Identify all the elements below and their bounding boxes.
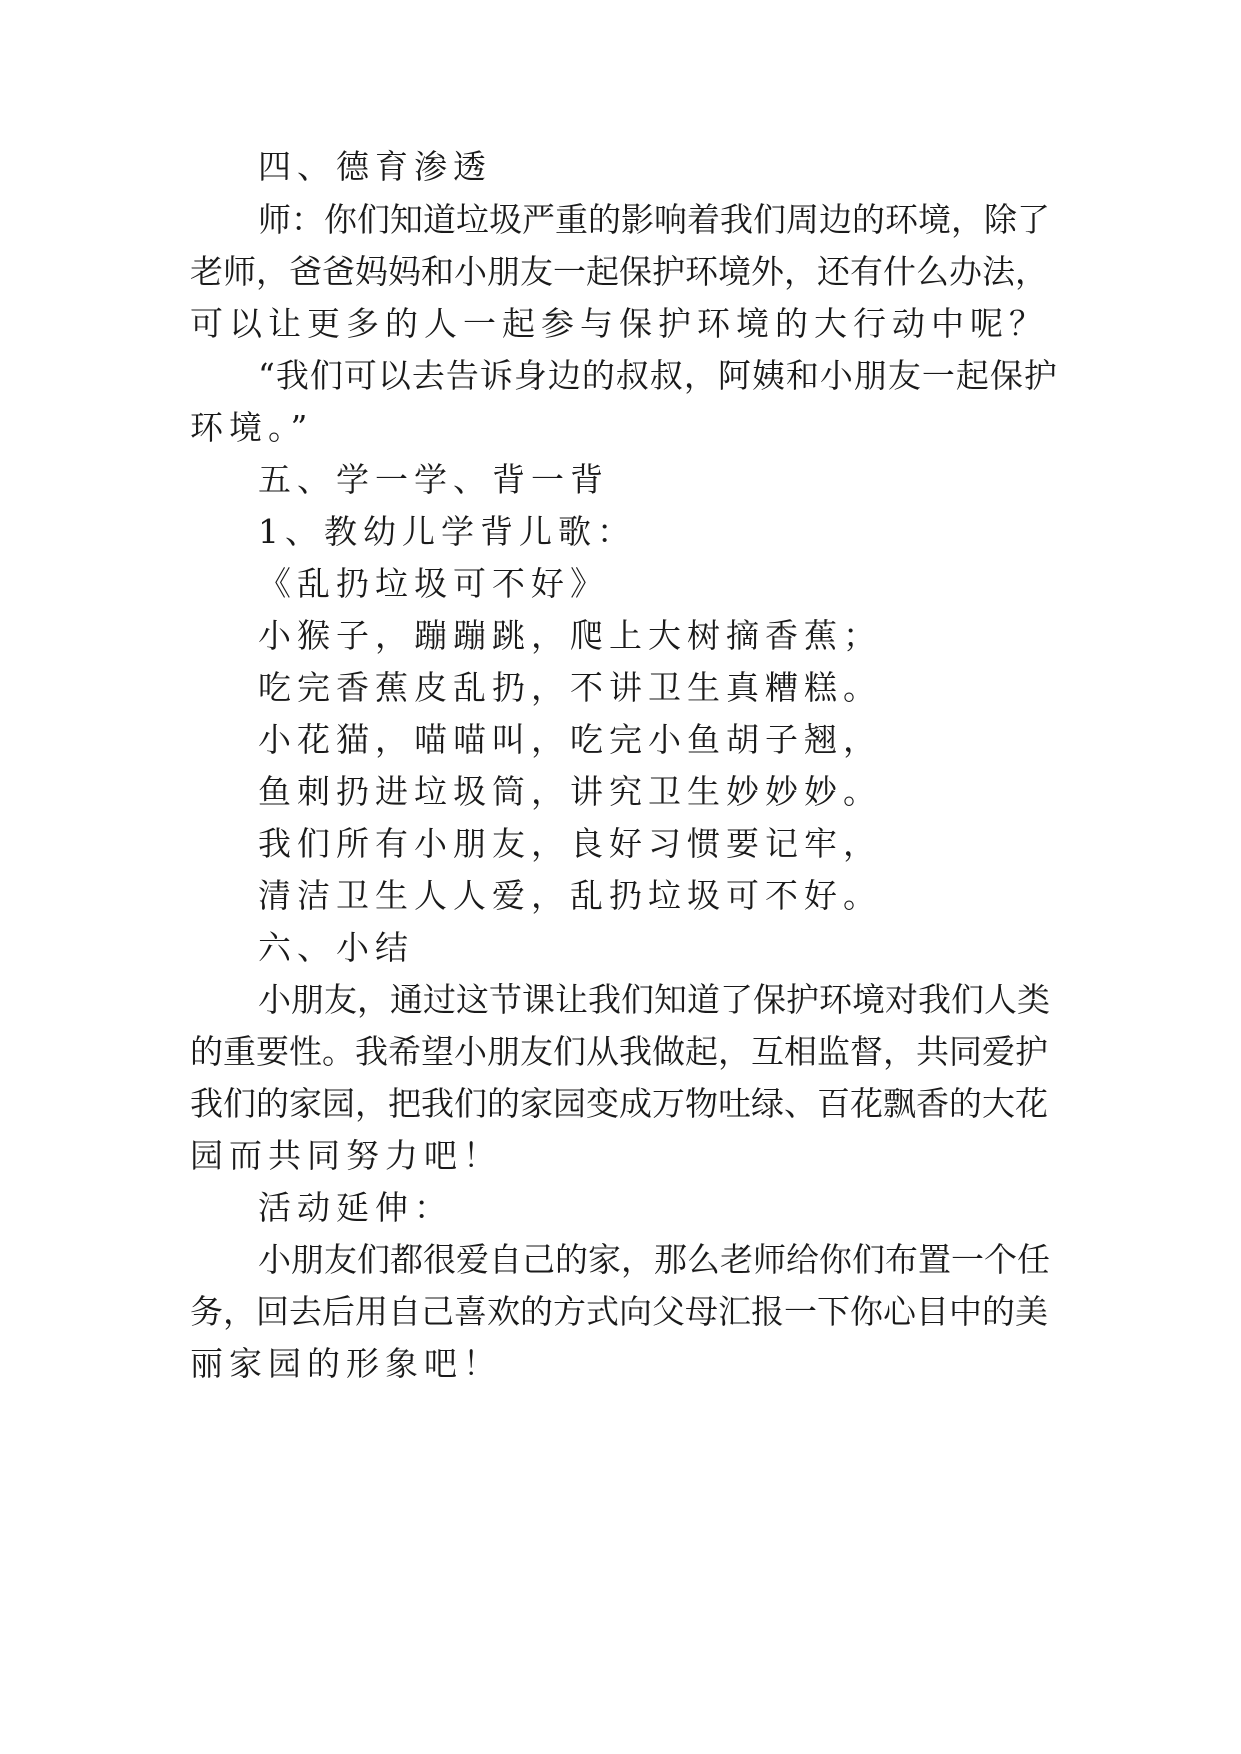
section-heading: 活动延伸：	[258, 1188, 453, 1227]
paragraph-line: 环境。”	[190, 408, 314, 447]
paragraph-line: 的重要性。我希望小朋友们从我做起，互相监督，共同爱护	[190, 1032, 1048, 1071]
poem-line: 鱼刺扔进垃圾筒，讲究卫生妙妙妙。	[258, 772, 882, 811]
paragraph-line: 老师，爸爸妈妈和小朋友一起保护环境外，还有什么办法，	[190, 252, 1048, 291]
paragraph-line: 我们的家园，把我们的家园变成万物吐绿、百花飘香的大花	[190, 1084, 1048, 1123]
list-item: 1、教幼儿学背儿歌：	[258, 512, 636, 551]
poem-line: 我们所有小朋友，良好习惯要记牢，	[258, 824, 882, 863]
section-heading: 五、学一学、背一背	[258, 460, 609, 499]
paragraph-line: 丽家园的形象吧！	[190, 1344, 502, 1383]
poem-line: 小花猫，喵喵叫，吃完小鱼胡子翘，	[258, 720, 882, 759]
poem-line: 吃完香蕉皮乱扔，不讲卫生真糟糕。	[258, 668, 882, 707]
paragraph-line: 可以让更多的人一起参与保护环境的大行动中呢？	[190, 304, 1048, 343]
paragraph-line: “我们可以去告诉身边的叔叔，阿姨和小朋友一起保护	[258, 356, 1058, 395]
poem-title: 《乱扔垃圾可不好》	[258, 564, 609, 603]
paragraph-line: 小朋友，通过这节课让我们知道了保护环境对我们人类	[258, 980, 1050, 1019]
poem-line: 清洁卫生人人爱，乱扔垃圾可不好。	[258, 876, 882, 915]
section-heading: 六、小结	[258, 928, 414, 967]
paragraph-line: 园而共同努力吧！	[190, 1136, 502, 1175]
paragraph-line: 师：你们知道垃圾严重的影响着我们周边的环境，除了	[258, 200, 1050, 239]
poem-line: 小猴子，蹦蹦跳，爬上大树摘香蕉；	[258, 616, 882, 655]
section-heading: 四、德育渗透	[258, 147, 492, 186]
paragraph-line: 小朋友们都很爱自己的家，那么老师给你们布置一个任	[258, 1240, 1050, 1279]
paragraph-line: 务，回去后用自己喜欢的方式向父母汇报一下你心目中的美	[190, 1292, 1048, 1331]
